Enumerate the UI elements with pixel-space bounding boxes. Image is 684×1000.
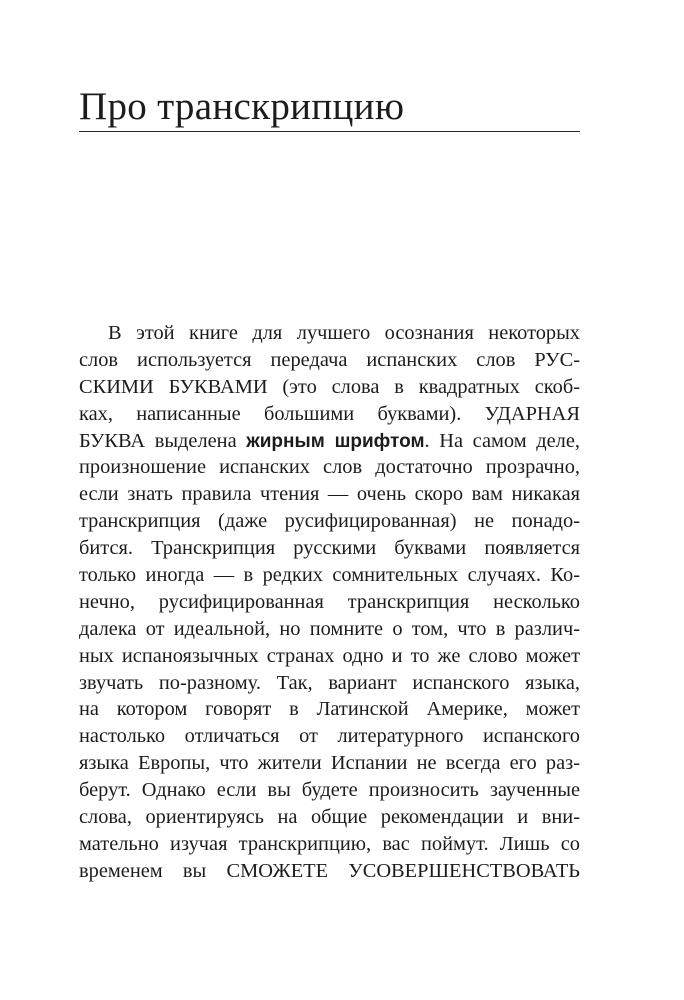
text-line: только иногда — в редких сомнительных случаях. Ко- bbox=[79, 564, 580, 587]
text-line: нечно, русифицированная транскрипция несколько bbox=[79, 590, 580, 613]
text-run: . На самом деле, bbox=[424, 429, 580, 452]
text-run: БУКВА выделена bbox=[79, 429, 247, 452]
chapter-title: Про транскрипцию bbox=[79, 85, 405, 128]
text-line: если знать правила чтения — очень скоро вам никакая bbox=[79, 483, 580, 506]
text-line: СКИМИ БУКВАМИ (это слова в квадратных скоб- bbox=[79, 375, 580, 398]
bold-emphasis: жирным шрифтом bbox=[246, 430, 425, 452]
text-line: берут. Однако если вы будете произносить заученные bbox=[79, 779, 580, 802]
text-line: языка Европы, что жители Испании не всегда его раз- bbox=[79, 752, 580, 775]
text-line: произношение испанских слов достаточно прозрачно, bbox=[79, 456, 580, 479]
text-line: на котором говорят в Латинской Америке, может bbox=[79, 698, 580, 721]
text-line: слов используется передача испанских слов РУС- bbox=[79, 348, 580, 371]
text-line: ных испаноязычных странах одно и то же слово может bbox=[79, 644, 580, 667]
text-line: транскрипция (даже русифицированная) не понадо- bbox=[79, 510, 580, 533]
text-line: настолько отличаться от литературного испанского bbox=[79, 725, 580, 748]
text-line: бится. Транскрипция русскими буквами появляется bbox=[79, 537, 580, 560]
text-line: В этой книге для лучшего осознания некоторых bbox=[108, 322, 580, 344]
text-line: далека от идеальной, но помните о том, что в различ- bbox=[79, 617, 580, 640]
body-paragraph bbox=[79, 320, 580, 885]
text-line: временем вы СМОЖЕТЕ УСОВЕРШЕНСТВОВАТЬ bbox=[79, 859, 580, 882]
text-line: слова, ориентируясь на общие рекомендации и вни- bbox=[79, 806, 580, 829]
text-line: мательно изучая транскрипцию, вас поймут. Лишь со bbox=[79, 832, 580, 855]
text-line bbox=[79, 428, 580, 455]
title-underline bbox=[79, 131, 580, 132]
text-line: ках, написанные большими буквами). УДАРНАЯ bbox=[79, 402, 580, 425]
text-line: звучать по-разному. Так, вариант испанского языка, bbox=[79, 671, 580, 694]
